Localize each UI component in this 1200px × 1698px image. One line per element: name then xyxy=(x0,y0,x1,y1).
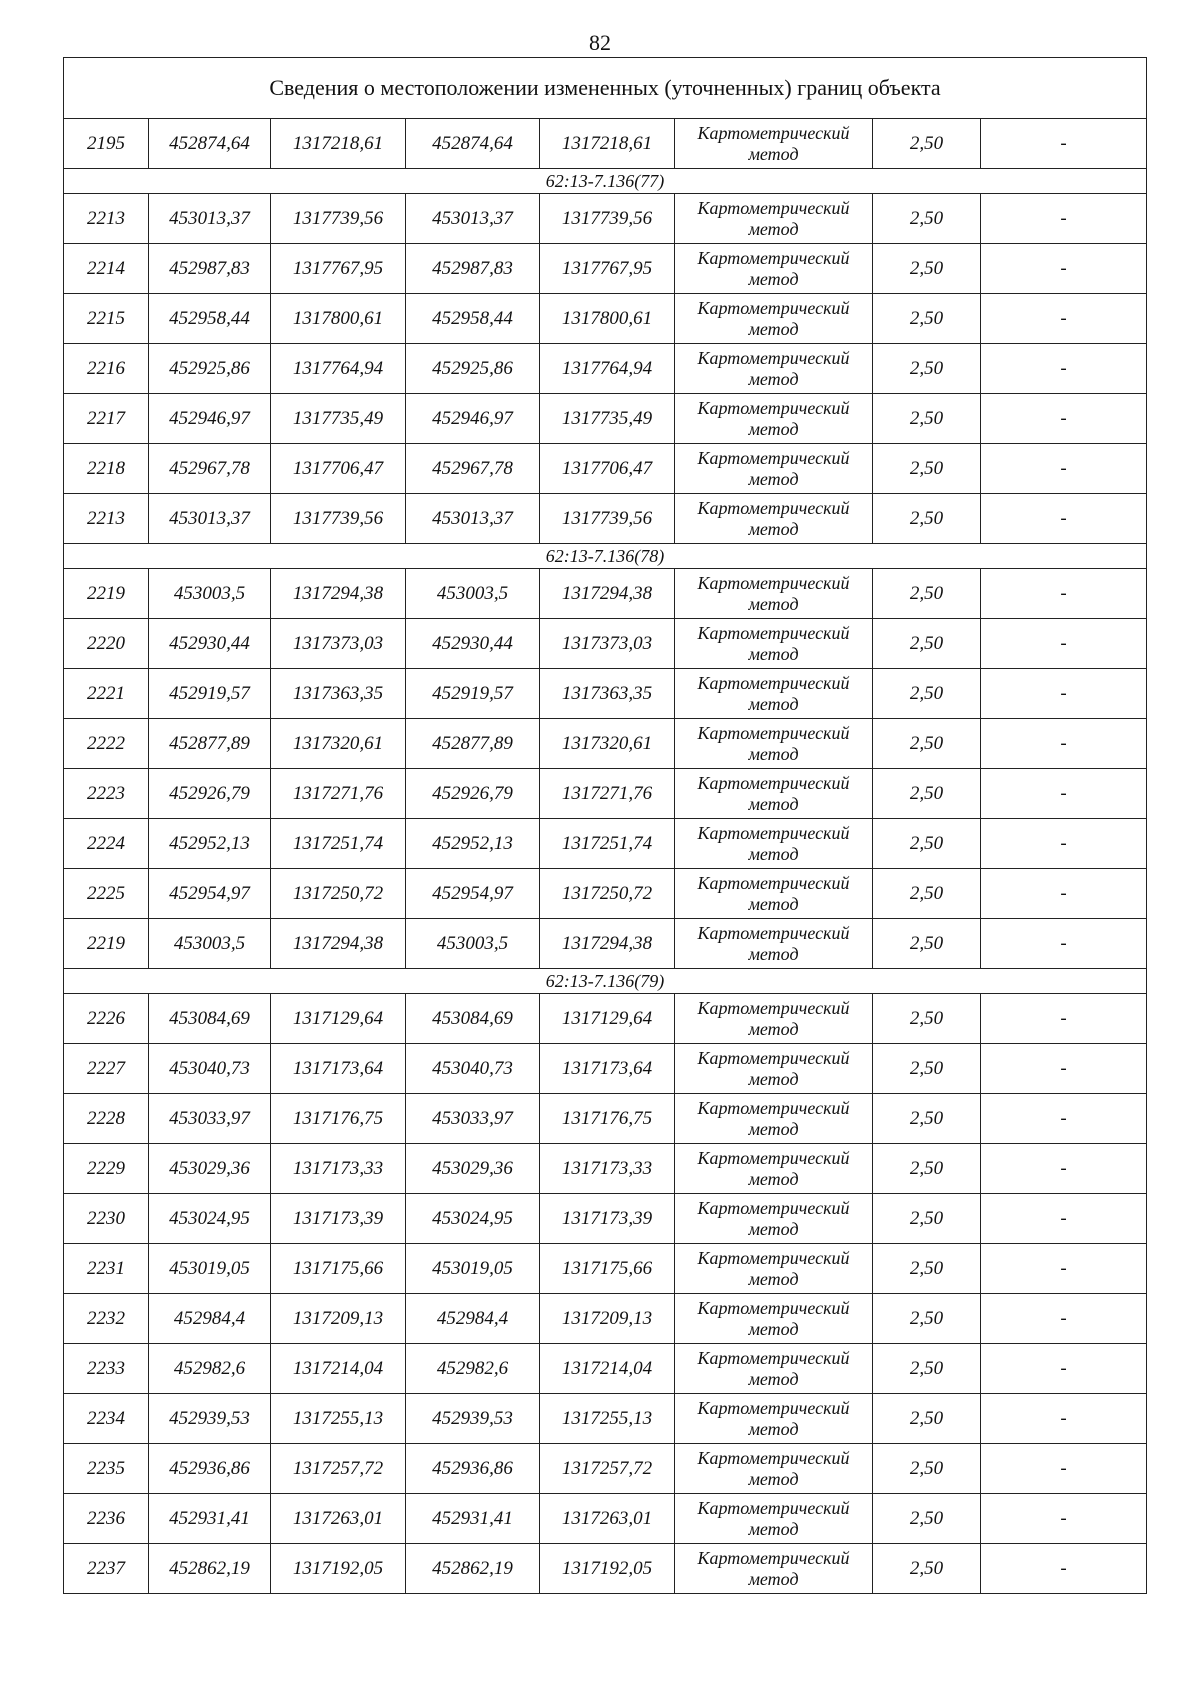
cell-method: Картометрический метод xyxy=(675,994,873,1044)
table-row xyxy=(64,719,1147,769)
table-row xyxy=(64,1044,1147,1094)
cell-note: - xyxy=(981,1094,1147,1144)
cell-method: Картометрический метод xyxy=(675,119,873,169)
cell-y-old: 1317192,05 xyxy=(271,1544,406,1594)
cell-y-new: 1317251,74 xyxy=(540,819,675,869)
cell-y-new: 1317767,95 xyxy=(540,244,675,294)
cell-method: Картометрический метод xyxy=(675,394,873,444)
cell-note: - xyxy=(981,619,1147,669)
cell-note: - xyxy=(981,719,1147,769)
cell-x-old: 452926,79 xyxy=(149,769,271,819)
cell-method: Картометрический метод xyxy=(675,1494,873,1544)
cell-point-number: 2219 xyxy=(64,919,149,969)
cell-y-old: 1317271,76 xyxy=(271,769,406,819)
cell-method: Картометрический метод xyxy=(675,1294,873,1344)
cell-accuracy: 2,50 xyxy=(873,1144,981,1194)
cell-note: - xyxy=(981,119,1147,169)
cell-y-new: 1317250,72 xyxy=(540,869,675,919)
cell-y-new: 1317800,61 xyxy=(540,294,675,344)
cell-accuracy: 2,50 xyxy=(873,819,981,869)
cell-y-old: 1317706,47 xyxy=(271,444,406,494)
cell-note: - xyxy=(981,194,1147,244)
cell-x-new: 452939,53 xyxy=(406,1394,540,1444)
section-header-row xyxy=(64,969,1147,994)
cell-y-new: 1317129,64 xyxy=(540,994,675,1044)
cell-y-old: 1317294,38 xyxy=(271,919,406,969)
table-row xyxy=(64,444,1147,494)
cell-note: - xyxy=(981,994,1147,1044)
cell-x-old: 452862,19 xyxy=(149,1544,271,1594)
cell-y-new: 1317735,49 xyxy=(540,394,675,444)
cell-note: - xyxy=(981,819,1147,869)
cell-x-new: 452967,78 xyxy=(406,444,540,494)
cell-x-old: 452967,78 xyxy=(149,444,271,494)
cell-y-new: 1317294,38 xyxy=(540,919,675,969)
cell-accuracy: 2,50 xyxy=(873,394,981,444)
cell-method: Картометрический метод xyxy=(675,669,873,719)
cell-method: Картометрический метод xyxy=(675,444,873,494)
cell-y-old: 1317363,35 xyxy=(271,669,406,719)
cell-x-new: 452987,83 xyxy=(406,244,540,294)
cell-y-old: 1317129,64 xyxy=(271,994,406,1044)
cell-y-new: 1317373,03 xyxy=(540,619,675,669)
cell-x-old: 452931,41 xyxy=(149,1494,271,1544)
cell-x-new: 453024,95 xyxy=(406,1194,540,1244)
cell-y-old: 1317175,66 xyxy=(271,1244,406,1294)
cell-x-old: 453033,97 xyxy=(149,1094,271,1144)
cell-point-number: 2234 xyxy=(64,1394,149,1444)
cell-note: - xyxy=(981,1344,1147,1394)
cell-y-old: 1317739,56 xyxy=(271,494,406,544)
cell-accuracy: 2,50 xyxy=(873,494,981,544)
cell-point-number: 2224 xyxy=(64,819,149,869)
cell-point-number: 2195 xyxy=(64,119,149,169)
cell-x-new: 453019,05 xyxy=(406,1244,540,1294)
cell-point-number: 2236 xyxy=(64,1494,149,1544)
cell-note: - xyxy=(981,919,1147,969)
cell-x-new: 453013,37 xyxy=(406,494,540,544)
cell-y-new: 1317218,61 xyxy=(540,119,675,169)
cell-y-old: 1317800,61 xyxy=(271,294,406,344)
cell-x-new: 452862,19 xyxy=(406,1544,540,1594)
cell-x-old: 452936,86 xyxy=(149,1444,271,1494)
cell-point-number: 2229 xyxy=(64,1144,149,1194)
cell-accuracy: 2,50 xyxy=(873,1394,981,1444)
cell-x-new: 452925,86 xyxy=(406,344,540,394)
cell-x-new: 452874,64 xyxy=(406,119,540,169)
cell-method: Картометрический метод xyxy=(675,1094,873,1144)
cell-x-old: 453013,37 xyxy=(149,494,271,544)
table-caption-row xyxy=(64,58,1147,119)
table-row xyxy=(64,769,1147,819)
cell-note: - xyxy=(981,344,1147,394)
cell-y-new: 1317255,13 xyxy=(540,1394,675,1444)
cell-accuracy: 2,50 xyxy=(873,1494,981,1544)
cell-y-old: 1317263,01 xyxy=(271,1494,406,1544)
cell-x-old: 452987,83 xyxy=(149,244,271,294)
cell-x-old: 452984,4 xyxy=(149,1294,271,1344)
cell-x-new: 452958,44 xyxy=(406,294,540,344)
cell-point-number: 2220 xyxy=(64,619,149,669)
cell-x-old: 453013,37 xyxy=(149,194,271,244)
cell-note: - xyxy=(981,1044,1147,1094)
cell-y-new: 1317173,39 xyxy=(540,1194,675,1244)
table-row xyxy=(64,569,1147,619)
cell-y-old: 1317255,13 xyxy=(271,1394,406,1444)
cell-method: Картометрический метод xyxy=(675,294,873,344)
table-row xyxy=(64,919,1147,969)
cell-y-old: 1317735,49 xyxy=(271,394,406,444)
table-row xyxy=(64,1094,1147,1144)
cell-method: Картометрический метод xyxy=(675,1344,873,1394)
cell-x-old: 453019,05 xyxy=(149,1244,271,1294)
section-header-row xyxy=(64,544,1147,569)
cell-accuracy: 2,50 xyxy=(873,669,981,719)
table-row xyxy=(64,294,1147,344)
cell-note: - xyxy=(981,1144,1147,1194)
cell-method: Картометрический метод xyxy=(675,1194,873,1244)
cell-y-new: 1317192,05 xyxy=(540,1544,675,1594)
cell-x-new: 452946,97 xyxy=(406,394,540,444)
cell-point-number: 2235 xyxy=(64,1444,149,1494)
cell-point-number: 2214 xyxy=(64,244,149,294)
cell-method: Картометрический метод xyxy=(675,494,873,544)
cell-y-new: 1317363,35 xyxy=(540,669,675,719)
table-row xyxy=(64,1544,1147,1594)
cell-note: - xyxy=(981,569,1147,619)
cell-accuracy: 2,50 xyxy=(873,344,981,394)
cell-method: Картометрический метод xyxy=(675,619,873,669)
cell-y-old: 1317739,56 xyxy=(271,194,406,244)
cell-y-old: 1317173,33 xyxy=(271,1144,406,1194)
cell-note: - xyxy=(981,769,1147,819)
cell-point-number: 2226 xyxy=(64,994,149,1044)
cell-x-old: 452939,53 xyxy=(149,1394,271,1444)
cell-x-old: 452946,97 xyxy=(149,394,271,444)
cell-y-old: 1317294,38 xyxy=(271,569,406,619)
cell-note: - xyxy=(981,444,1147,494)
cell-x-old: 452930,44 xyxy=(149,619,271,669)
cell-x-old: 453040,73 xyxy=(149,1044,271,1094)
cell-y-old: 1317176,75 xyxy=(271,1094,406,1144)
cell-x-old: 452877,89 xyxy=(149,719,271,769)
cell-note: - xyxy=(981,869,1147,919)
cell-y-old: 1317320,61 xyxy=(271,719,406,769)
cell-y-old: 1317218,61 xyxy=(271,119,406,169)
cell-x-new: 452954,97 xyxy=(406,869,540,919)
cell-accuracy: 2,50 xyxy=(873,569,981,619)
section-header: 62:13-7.136(78) xyxy=(64,544,1147,569)
cell-method: Картометрический метод xyxy=(675,1394,873,1444)
cell-method: Картометрический метод xyxy=(675,1544,873,1594)
table-row xyxy=(64,494,1147,544)
cell-x-old: 452982,6 xyxy=(149,1344,271,1394)
cell-point-number: 2219 xyxy=(64,569,149,619)
cell-point-number: 2230 xyxy=(64,1194,149,1244)
cell-accuracy: 2,50 xyxy=(873,294,981,344)
cell-x-new: 453003,5 xyxy=(406,569,540,619)
cell-note: - xyxy=(981,294,1147,344)
section-header: 62:13-7.136(79) xyxy=(64,969,1147,994)
cell-accuracy: 2,50 xyxy=(873,1444,981,1494)
page-number: 82 xyxy=(589,30,611,55)
cell-accuracy: 2,50 xyxy=(873,1544,981,1594)
cell-accuracy: 2,50 xyxy=(873,1294,981,1344)
cell-method: Картометрический метод xyxy=(675,719,873,769)
cell-method: Картометрический метод xyxy=(675,569,873,619)
cell-method: Картометрический метод xyxy=(675,1444,873,1494)
table-row xyxy=(64,669,1147,719)
cell-accuracy: 2,50 xyxy=(873,769,981,819)
boundary-coordinates-table xyxy=(63,57,1147,1594)
cell-y-new: 1317209,13 xyxy=(540,1294,675,1344)
cell-x-old: 452954,97 xyxy=(149,869,271,919)
table-row xyxy=(64,994,1147,1044)
cell-accuracy: 2,50 xyxy=(873,869,981,919)
cell-note: - xyxy=(981,1544,1147,1594)
cell-y-new: 1317739,56 xyxy=(540,494,675,544)
cell-point-number: 2228 xyxy=(64,1094,149,1144)
cell-x-old: 453003,5 xyxy=(149,919,271,969)
cell-y-new: 1317175,66 xyxy=(540,1244,675,1294)
cell-point-number: 2227 xyxy=(64,1044,149,1094)
table-row xyxy=(64,119,1147,169)
cell-note: - xyxy=(981,1194,1147,1244)
cell-y-new: 1317173,33 xyxy=(540,1144,675,1194)
cell-y-old: 1317173,64 xyxy=(271,1044,406,1094)
cell-point-number: 2217 xyxy=(64,394,149,444)
cell-point-number: 2233 xyxy=(64,1344,149,1394)
cell-point-number: 2221 xyxy=(64,669,149,719)
table-row xyxy=(64,1194,1147,1244)
cell-y-old: 1317250,72 xyxy=(271,869,406,919)
cell-y-old: 1317251,74 xyxy=(271,819,406,869)
cell-accuracy: 2,50 xyxy=(873,1344,981,1394)
cell-x-old: 452925,86 xyxy=(149,344,271,394)
cell-x-new: 453013,37 xyxy=(406,194,540,244)
cell-note: - xyxy=(981,1494,1147,1544)
cell-method: Картометрический метод xyxy=(675,819,873,869)
cell-method: Картометрический метод xyxy=(675,344,873,394)
cell-x-new: 452926,79 xyxy=(406,769,540,819)
table-row xyxy=(64,869,1147,919)
table-row xyxy=(64,1494,1147,1544)
cell-accuracy: 2,50 xyxy=(873,619,981,669)
cell-accuracy: 2,50 xyxy=(873,719,981,769)
cell-y-old: 1317257,72 xyxy=(271,1444,406,1494)
cell-y-old: 1317764,94 xyxy=(271,344,406,394)
cell-note: - xyxy=(981,1244,1147,1294)
cell-x-new: 453003,5 xyxy=(406,919,540,969)
cell-x-new: 453033,97 xyxy=(406,1094,540,1144)
cell-point-number: 2231 xyxy=(64,1244,149,1294)
cell-y-old: 1317214,04 xyxy=(271,1344,406,1394)
cell-accuracy: 2,50 xyxy=(873,1044,981,1094)
cell-y-new: 1317739,56 xyxy=(540,194,675,244)
cell-accuracy: 2,50 xyxy=(873,194,981,244)
cell-point-number: 2215 xyxy=(64,294,149,344)
cell-method: Картометрический метод xyxy=(675,244,873,294)
table-row xyxy=(64,1344,1147,1394)
table-row xyxy=(64,194,1147,244)
section-header: 62:13-7.136(77) xyxy=(64,169,1147,194)
cell-note: - xyxy=(981,1394,1147,1444)
cell-y-old: 1317373,03 xyxy=(271,619,406,669)
cell-note: - xyxy=(981,1444,1147,1494)
cell-note: - xyxy=(981,669,1147,719)
cell-accuracy: 2,50 xyxy=(873,119,981,169)
cell-method: Картометрический метод xyxy=(675,769,873,819)
cell-y-new: 1317214,04 xyxy=(540,1344,675,1394)
cell-point-number: 2218 xyxy=(64,444,149,494)
table-row xyxy=(64,1244,1147,1294)
cell-y-new: 1317173,64 xyxy=(540,1044,675,1094)
cell-method: Картометрический метод xyxy=(675,1044,873,1094)
cell-accuracy: 2,50 xyxy=(873,994,981,1044)
cell-y-new: 1317294,38 xyxy=(540,569,675,619)
cell-y-new: 1317176,75 xyxy=(540,1094,675,1144)
cell-accuracy: 2,50 xyxy=(873,1094,981,1144)
table-row xyxy=(64,244,1147,294)
table-row xyxy=(64,1144,1147,1194)
cell-x-old: 452958,44 xyxy=(149,294,271,344)
cell-method: Картометрический метод xyxy=(675,1244,873,1294)
cell-accuracy: 2,50 xyxy=(873,919,981,969)
cell-x-new: 452982,6 xyxy=(406,1344,540,1394)
cell-point-number: 2213 xyxy=(64,494,149,544)
cell-point-number: 2232 xyxy=(64,1294,149,1344)
cell-accuracy: 2,50 xyxy=(873,1244,981,1294)
cell-method: Картометрический метод xyxy=(675,869,873,919)
table-caption: Сведения о местоположении измененных (уточненных) границ объекта xyxy=(64,58,1147,119)
cell-y-old: 1317209,13 xyxy=(271,1294,406,1344)
cell-x-new: 452930,44 xyxy=(406,619,540,669)
cell-note: - xyxy=(981,244,1147,294)
cell-note: - xyxy=(981,494,1147,544)
table-row xyxy=(64,344,1147,394)
cell-point-number: 2237 xyxy=(64,1544,149,1594)
cell-x-new: 452936,86 xyxy=(406,1444,540,1494)
cell-y-old: 1317173,39 xyxy=(271,1194,406,1244)
cell-x-old: 453029,36 xyxy=(149,1144,271,1194)
table-row xyxy=(64,1394,1147,1444)
cell-x-old: 452919,57 xyxy=(149,669,271,719)
table-row xyxy=(64,1294,1147,1344)
table-row xyxy=(64,394,1147,444)
cell-accuracy: 2,50 xyxy=(873,444,981,494)
cell-x-new: 452877,89 xyxy=(406,719,540,769)
cell-note: - xyxy=(981,394,1147,444)
table-body xyxy=(64,58,1147,1594)
cell-x-old: 453024,95 xyxy=(149,1194,271,1244)
cell-method: Картометрический метод xyxy=(675,1144,873,1194)
cell-method: Картометрический метод xyxy=(675,919,873,969)
cell-y-new: 1317257,72 xyxy=(540,1444,675,1494)
cell-y-new: 1317706,47 xyxy=(540,444,675,494)
cell-x-old: 452952,13 xyxy=(149,819,271,869)
cell-point-number: 2223 xyxy=(64,769,149,819)
cell-point-number: 2222 xyxy=(64,719,149,769)
cell-x-new: 452919,57 xyxy=(406,669,540,719)
cell-x-old: 453003,5 xyxy=(149,569,271,619)
cell-point-number: 2225 xyxy=(64,869,149,919)
cell-note: - xyxy=(981,1294,1147,1344)
cell-y-new: 1317263,01 xyxy=(540,1494,675,1544)
cell-y-new: 1317320,61 xyxy=(540,719,675,769)
cell-x-old: 453084,69 xyxy=(149,994,271,1044)
table-row xyxy=(64,1444,1147,1494)
cell-y-new: 1317271,76 xyxy=(540,769,675,819)
cell-method: Картометрический метод xyxy=(675,194,873,244)
cell-x-new: 452984,4 xyxy=(406,1294,540,1344)
cell-accuracy: 2,50 xyxy=(873,1194,981,1244)
cell-x-old: 452874,64 xyxy=(149,119,271,169)
cell-x-new: 453084,69 xyxy=(406,994,540,1044)
cell-x-new: 452952,13 xyxy=(406,819,540,869)
cell-x-new: 452931,41 xyxy=(406,1494,540,1544)
table-row xyxy=(64,819,1147,869)
cell-y-old: 1317767,95 xyxy=(271,244,406,294)
cell-point-number: 2216 xyxy=(64,344,149,394)
cell-x-new: 453040,73 xyxy=(406,1044,540,1094)
table-row xyxy=(64,619,1147,669)
cell-x-new: 453029,36 xyxy=(406,1144,540,1194)
cell-accuracy: 2,50 xyxy=(873,244,981,294)
cell-point-number: 2213 xyxy=(64,194,149,244)
cell-y-new: 1317764,94 xyxy=(540,344,675,394)
section-header-row xyxy=(64,169,1147,194)
